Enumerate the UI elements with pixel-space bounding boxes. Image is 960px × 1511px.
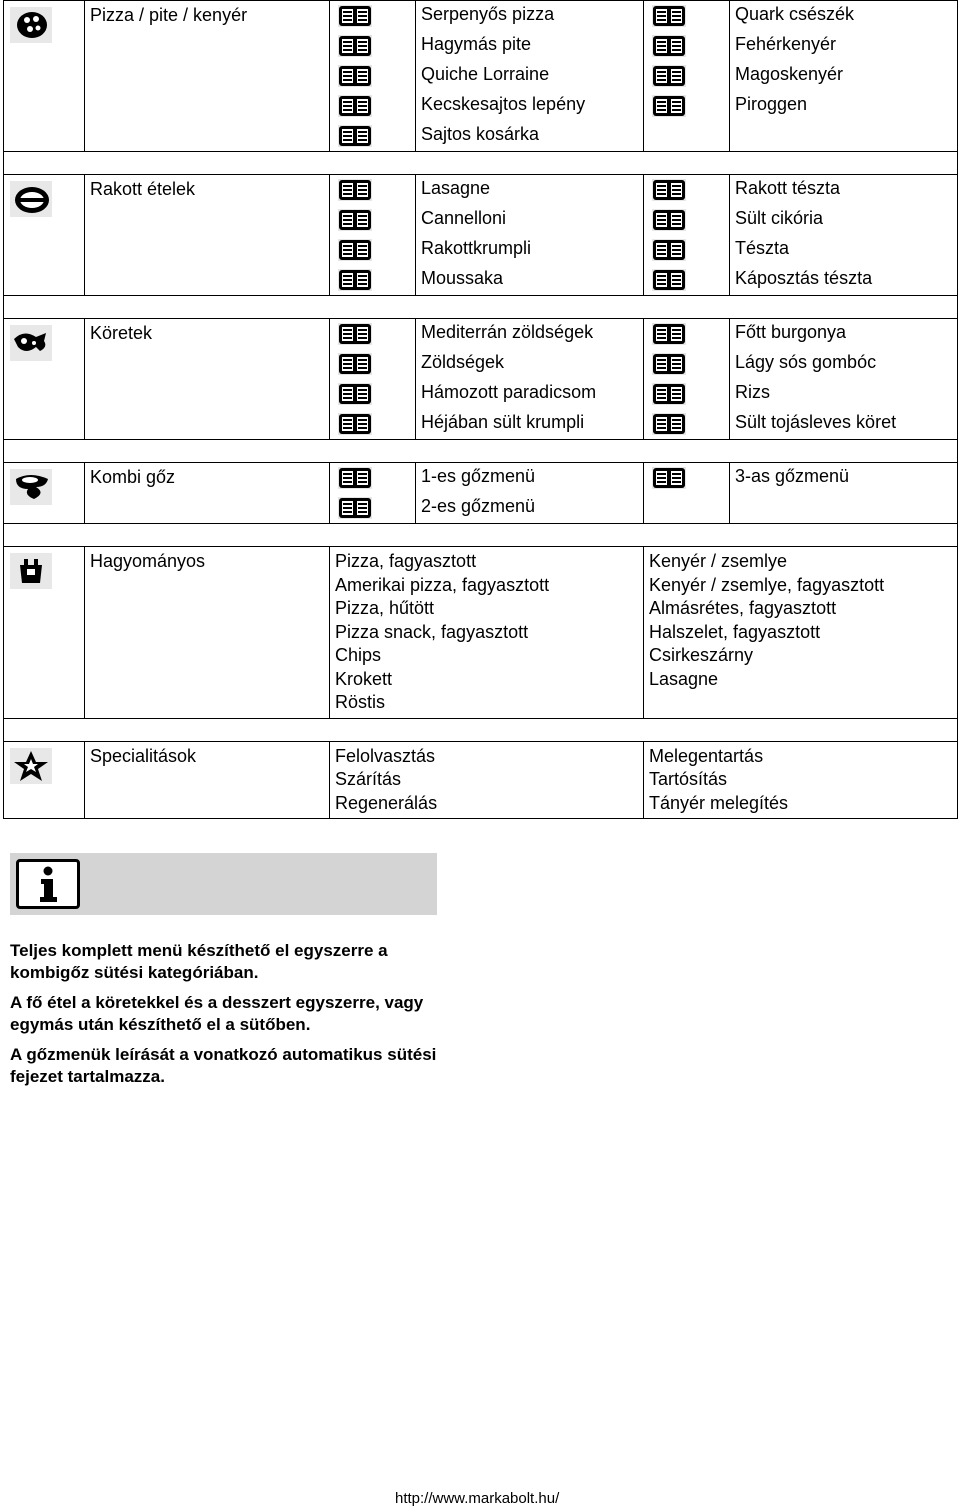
program-row[interactable] <box>644 175 957 205</box>
recipe-book-cell <box>330 61 416 91</box>
program-columns <box>330 319 957 439</box>
recipe-book-cell <box>644 265 730 295</box>
program-column-right <box>644 1 957 151</box>
recipe-book-icon <box>338 239 372 261</box>
program-row[interactable] <box>644 205 957 235</box>
program-name[interactable]: Amerikai pizza, fagyasztott <box>335 574 550 595</box>
program-name[interactable]: Csirkeszárny <box>649 645 754 665</box>
program-row[interactable] <box>644 235 957 265</box>
program-name <box>730 493 957 523</box>
program-name: Főtt burgonya <box>735 322 847 342</box>
section-spacer <box>3 296 958 319</box>
notes <box>10 940 470 1096</box>
recipe-book-icon <box>652 179 686 201</box>
program-row[interactable] <box>330 91 643 121</box>
recipe-book-cell <box>644 493 730 523</box>
recipe-book-icon <box>338 269 372 291</box>
recipe-book-icon <box>338 65 372 87</box>
program-column-left <box>330 1 644 151</box>
recipe-book-icon <box>652 95 686 117</box>
recipe-book-cell <box>330 349 416 379</box>
program-column-left <box>330 547 644 718</box>
recipe-book-icon <box>652 209 686 231</box>
recipe-book-cell <box>644 409 730 439</box>
recipe-book-icon <box>652 353 686 375</box>
recipe-book-cell <box>330 265 416 295</box>
recipe-book-icon <box>338 413 372 435</box>
recipe-book-cell <box>644 379 730 409</box>
program-row[interactable] <box>644 463 957 493</box>
recipe-book-cell <box>330 1 416 31</box>
category-icon-cell <box>4 463 85 523</box>
program-name[interactable]: Kenyér / zsemlye, fagyasztott <box>649 574 885 595</box>
program-name: Moussaka <box>421 268 504 288</box>
combi-steam-icon <box>10 469 52 505</box>
program-name: Zöldségek <box>421 352 505 372</box>
program-row[interactable] <box>644 409 957 439</box>
program-row[interactable] <box>330 379 643 409</box>
section-spacer <box>3 719 958 742</box>
program-row[interactable] <box>644 91 957 121</box>
program-table <box>3 0 958 819</box>
program-name: Quiche Lorraine <box>421 64 550 84</box>
category-icon-cell <box>4 175 85 295</box>
recipe-book-icon <box>652 5 686 27</box>
program-name[interactable]: Krokett <box>335 668 393 689</box>
program-name: Fehérkenyér <box>735 34 837 54</box>
side-dish-icon <box>10 325 52 361</box>
category-name: Rakott ételek <box>85 175 330 295</box>
recipe-book-cell <box>644 91 730 121</box>
program-section <box>3 547 958 719</box>
recipe-book-cell <box>330 31 416 61</box>
program-columns <box>330 547 957 718</box>
program-name: Quark csészék <box>735 4 855 24</box>
program-name: Piroggen <box>735 94 808 114</box>
program-name: Rakott tészta <box>735 178 841 198</box>
program-row[interactable] <box>644 265 957 295</box>
program-row[interactable] <box>330 61 643 91</box>
program-column-right <box>644 742 957 819</box>
footer-url: http://www.markabolt.hu/ <box>395 1490 560 1507</box>
program-name: Héjában sült krumpli <box>421 412 585 432</box>
recipe-book-icon <box>338 5 372 27</box>
program-column-left <box>330 319 644 439</box>
recipe-book-icon <box>338 323 372 345</box>
recipe-book-cell <box>644 205 730 235</box>
recipe-book-cell <box>330 463 416 493</box>
recipe-book-cell <box>644 175 730 205</box>
recipe-book-cell <box>644 121 730 151</box>
program-section <box>3 319 958 440</box>
recipe-book-icon <box>652 413 686 435</box>
recipe-book-cell <box>644 349 730 379</box>
recipe-book-icon <box>338 497 372 519</box>
program-name[interactable]: Kenyér / zsemlye <box>649 551 788 571</box>
program-name[interactable]: Pizza, fagyasztott <box>335 551 477 571</box>
program-row[interactable] <box>644 493 957 523</box>
program-column-right <box>644 175 957 295</box>
section-spacer <box>3 524 958 547</box>
program-columns <box>330 742 957 819</box>
recipe-book-cell <box>644 463 730 493</box>
category-icon-cell <box>4 547 85 718</box>
program-name: Cannelloni <box>421 208 507 228</box>
recipe-book-icon <box>652 467 686 489</box>
casserole-icon <box>10 181 52 217</box>
program-name[interactable]: Pizza, hűtött <box>335 598 435 618</box>
program-row[interactable] <box>330 319 643 349</box>
recipe-book-icon <box>652 65 686 87</box>
program-name: Magoskenyér <box>735 64 844 84</box>
program-name: Lágy sós gombóc <box>735 352 877 372</box>
program-column-right <box>644 547 957 718</box>
program-name: 2-es gőzmenü <box>421 496 536 516</box>
recipe-book-icon <box>652 383 686 405</box>
category-icon-cell <box>4 1 85 151</box>
program-name: Tészta <box>735 238 790 258</box>
program-row[interactable] <box>330 235 643 265</box>
program-name[interactable]: Röstis <box>335 692 386 712</box>
note-1: Teljes komplett menü készíthető el egyszerre a kombigőz sütési kategóriában. <box>10 941 388 982</box>
recipe-book-icon <box>338 209 372 231</box>
program-section <box>3 742 958 820</box>
program-name: Hámozott paradicsom <box>421 382 597 402</box>
section-spacer <box>3 152 958 175</box>
category-name: Specialitások <box>85 742 330 819</box>
program-name[interactable]: Melegentartás <box>649 745 764 766</box>
program-section <box>3 463 958 524</box>
category-name: Hagyományos <box>85 547 330 718</box>
category-icon-cell <box>4 319 85 439</box>
pizza-icon <box>10 7 52 43</box>
section-spacer <box>3 440 958 463</box>
recipe-book-cell <box>644 31 730 61</box>
program-name[interactable]: Regenerálás <box>335 792 438 813</box>
program-name: Sajtos kosárka <box>421 124 540 144</box>
recipe-book-cell <box>330 409 416 439</box>
recipe-book-cell <box>330 91 416 121</box>
program-name: Lasagne <box>421 178 491 198</box>
recipe-book-cell <box>644 61 730 91</box>
program-row[interactable] <box>330 409 643 439</box>
program-row[interactable] <box>644 1 957 31</box>
program-name: Káposztás tészta <box>735 268 873 288</box>
recipe-book-cell <box>330 205 416 235</box>
note-3: A gőzmenük leírását a vonatkozó automatikus sütési fejezet tartalmazza. <box>10 1045 437 1086</box>
program-name <box>730 121 957 151</box>
program-row[interactable] <box>330 493 643 523</box>
recipe-book-icon <box>338 35 372 57</box>
program-section <box>3 175 958 296</box>
program-name: Hagymás pite <box>421 34 532 54</box>
recipe-book-icon <box>338 95 372 117</box>
program-name[interactable]: Halszelet, fagyasztott <box>649 621 821 642</box>
recipe-book-cell <box>330 379 416 409</box>
recipe-book-icon <box>338 467 372 489</box>
program-columns <box>330 1 957 151</box>
program-row[interactable] <box>330 31 643 61</box>
recipe-book-icon <box>338 179 372 201</box>
recipe-book-cell <box>330 235 416 265</box>
category-icon-cell <box>4 742 85 819</box>
program-column-left <box>330 175 644 295</box>
program-columns <box>330 175 957 295</box>
program-row[interactable] <box>644 31 957 61</box>
program-name[interactable]: Tányér melegítés <box>649 792 789 813</box>
recipe-book-cell <box>644 235 730 265</box>
category-name: Kombi gőz <box>85 463 330 523</box>
recipe-book-icon <box>652 323 686 345</box>
program-name[interactable]: Pizza snack, fagyasztott <box>335 621 529 642</box>
recipe-book-icon <box>652 35 686 57</box>
program-name[interactable]: Almásrétes, fagyasztott <box>649 598 837 618</box>
program-row[interactable] <box>330 463 643 493</box>
category-name: Köretek <box>85 319 330 439</box>
program-row[interactable] <box>330 121 643 151</box>
recipe-book-icon <box>338 125 372 147</box>
program-name[interactable]: Tartósítás <box>649 769 728 789</box>
recipe-book-cell <box>644 319 730 349</box>
program-row[interactable] <box>330 175 643 205</box>
recipe-book-icon <box>338 383 372 405</box>
recipe-book-cell <box>330 121 416 151</box>
program-section <box>3 0 958 152</box>
info-banner <box>10 853 437 915</box>
program-name: Sült cikória <box>735 208 824 228</box>
program-row[interactable] <box>644 61 957 91</box>
specialty-icon <box>10 748 52 784</box>
program-name[interactable]: Felolvasztás <box>335 745 436 766</box>
program-row[interactable] <box>644 121 957 151</box>
info-icon <box>16 859 80 909</box>
program-row[interactable] <box>330 1 643 31</box>
program-column-right <box>644 319 957 439</box>
program-name: Sült tojásleves köret <box>735 412 897 432</box>
program-name: Rizs <box>735 382 770 402</box>
recipe-book-cell <box>330 175 416 205</box>
program-row[interactable] <box>644 349 957 379</box>
program-name[interactable]: Lasagne <box>649 668 719 689</box>
program-columns <box>330 463 957 523</box>
program-name: 1-es gőzmenü <box>421 466 536 486</box>
program-row[interactable] <box>330 205 643 235</box>
program-name[interactable]: Szárítás <box>335 769 402 789</box>
recipe-book-icon <box>338 353 372 375</box>
program-column-right <box>644 463 957 523</box>
program-name: Rakottkrumpli <box>421 238 532 258</box>
recipe-book-cell <box>330 493 416 523</box>
recipe-book-cell <box>330 319 416 349</box>
program-row[interactable] <box>330 349 643 379</box>
program-name[interactable]: Chips <box>335 645 382 665</box>
recipe-book-icon <box>652 239 686 261</box>
program-name: Mediterrán zöldségek <box>421 322 594 342</box>
recipe-book-cell <box>644 1 730 31</box>
program-column-left <box>330 742 644 819</box>
recipe-book-icon <box>652 269 686 291</box>
note-2: A fő étel a köretekkel és a desszert egyszerre, vagy egymás után készíthető el a sütőben. <box>10 993 424 1034</box>
program-row[interactable] <box>644 379 957 409</box>
program-row[interactable] <box>330 265 643 295</box>
program-name: Kecskesajtos lepény <box>421 94 586 114</box>
program-column-left <box>330 463 644 523</box>
category-name: Pizza / pite / kenyér <box>85 1 330 151</box>
program-name: Serpenyős pizza <box>421 4 555 24</box>
program-row[interactable] <box>644 319 957 349</box>
program-name: 3-as gőzmenü <box>735 466 850 486</box>
traditional-icon <box>10 553 52 589</box>
